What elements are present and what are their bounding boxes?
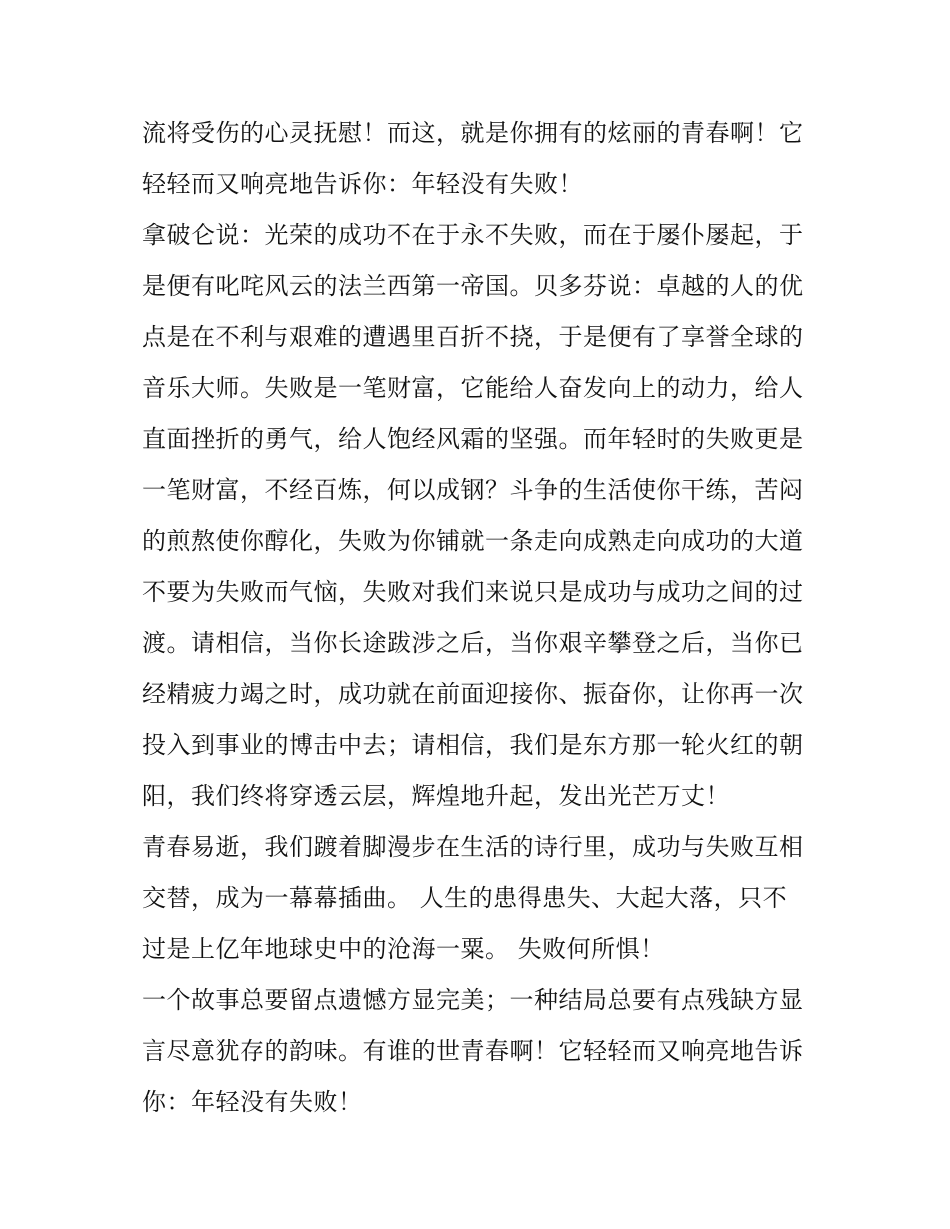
text-line: 流将受伤的心灵抚慰！而这，就是你拥有的炫丽的青春啊！它 [142, 119, 804, 147]
text-line: 交替，成为一幕幕插曲。 人生的患得患失、大起大落，只不 [142, 884, 788, 912]
text-line: 你：年轻没有失败！ [142, 1088, 363, 1116]
text-line: 阳，我们终将穿透云层，辉煌地升起，发出光芒万丈！ [142, 782, 730, 810]
text-line: 是便有叱咤风云的法兰西第一帝国。贝多芬说：卓越的人的优 [142, 272, 804, 300]
text-line: 的煎熬使你醇化，失败为你铺就一条走向成熟走向成功的大道 [142, 527, 804, 555]
text-line: 经精疲力竭之时，成功就在前面迎接你、振奋你，让你再一次 [142, 680, 804, 708]
text-line: 点是在不利与艰难的遭遇里百折不挠，于是便有了享誉全球的 [142, 323, 804, 351]
text-line: 言尽意犹存的韵味。有谁的世青春啊！它轻轻而又响亮地告诉 [142, 1037, 804, 1065]
text-line: 一笔财富，不经百炼，何以成钢？斗争的生活使你干练，苦闷 [142, 476, 804, 504]
text-line: 不要为失败而气恼，失败对我们来说只是成功与成功之间的过 [142, 578, 804, 606]
body-text [142, 108, 822, 1128]
text-line: 投入到事业的博击中去；请相信，我们是东方那一轮火红的朝 [142, 731, 804, 759]
text-line: 渡。请相信，当你长途跋涉之后，当你艰辛攀登之后，当你已 [142, 629, 804, 657]
text-line: 过是上亿年地球史中的沧海一粟。 失败何所惧！ [142, 935, 665, 963]
text-line: 青春易逝，我们踱着脚漫步在生活的诗行里，成功与失败互相 [142, 833, 804, 861]
text-line: 音乐大师。失败是一笔财富，它能给人奋发向上的动力，给人 [142, 374, 804, 402]
text-line: 一个故事总要留点遗憾方显完美；一种结局总要有点残缺方显 [142, 986, 804, 1014]
text-line: 直面挫折的勇气，给人饱经风霜的坚强。而年轻时的失败更是 [142, 425, 804, 453]
text-line: 轻轻而又响亮地告诉你：年轻没有失败！ [142, 170, 583, 198]
text-line: 拿破仑说：光荣的成功不在于永不失败，而在于屡仆屡起，于 [142, 221, 804, 249]
